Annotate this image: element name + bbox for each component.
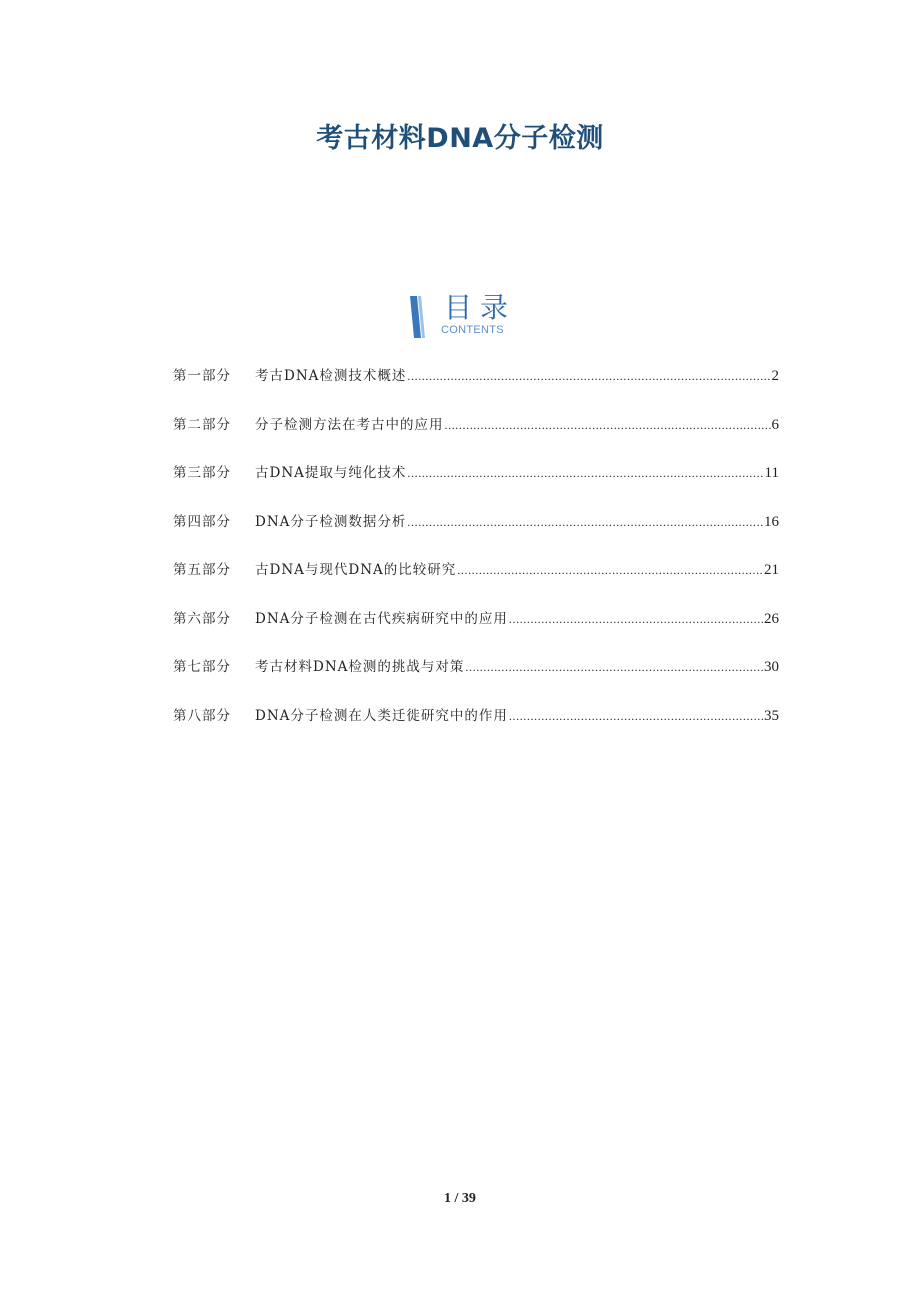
document-title: 考古材料DNA分子检测 bbox=[316, 123, 604, 154]
toc-heading-title: 目录 bbox=[444, 291, 517, 324]
toc-entry-title: 考古DNA检测技术概述 bbox=[255, 368, 407, 384]
toc-leader bbox=[407, 511, 763, 533]
toc-heading bbox=[408, 292, 538, 340]
toc-entry[interactable] bbox=[173, 511, 779, 560]
toc-leader bbox=[407, 462, 763, 484]
table-of-contents bbox=[173, 365, 779, 753]
toc-entry-page: 26 bbox=[764, 610, 779, 627]
toc-entry-page: 30 bbox=[764, 659, 779, 675]
toc-entry-part: 第五部分 bbox=[173, 562, 231, 578]
toc-leader bbox=[509, 705, 763, 727]
toc-entry[interactable] bbox=[173, 414, 779, 463]
toc-heading-subtitle: CONTENTS bbox=[441, 324, 504, 336]
toc-leader bbox=[509, 608, 763, 630]
toc-leader bbox=[407, 365, 770, 387]
toc-entry-title: 考古材料DNA检测的挑战与对策 bbox=[255, 659, 465, 675]
toc-entry-page: 6 bbox=[771, 416, 779, 433]
toc-entry-page: 35 bbox=[764, 707, 779, 724]
toc-entry-title: DNA分子检测在人类迁徙研究中的作用 bbox=[255, 707, 508, 724]
toc-entry[interactable] bbox=[173, 462, 779, 511]
toc-entry-page: 2 bbox=[771, 368, 779, 384]
toc-entry-title: 古DNA提取与纯化技术 bbox=[255, 465, 407, 481]
toc-entry-part: 第一部分 bbox=[173, 368, 231, 384]
toc-entry[interactable] bbox=[173, 705, 779, 754]
toc-entry-part: 第三部分 bbox=[173, 465, 231, 481]
toc-entry-part: 第七部分 bbox=[173, 659, 231, 675]
toc-entry-page: 16 bbox=[764, 513, 779, 530]
toc-entry-title: DNA分子检测数据分析 bbox=[255, 513, 407, 530]
toc-entry-title: 古DNA与现代DNA的比较研究 bbox=[255, 562, 457, 578]
toc-entry[interactable] bbox=[173, 559, 779, 608]
book-spine-icon bbox=[408, 296, 432, 338]
toc-entry[interactable] bbox=[173, 365, 779, 414]
toc-entry[interactable] bbox=[173, 656, 779, 705]
toc-entry-part: 第二部分 bbox=[173, 416, 231, 433]
toc-leader bbox=[465, 656, 763, 678]
toc-entry-page: 21 bbox=[764, 562, 779, 578]
toc-leader bbox=[445, 414, 771, 436]
toc-entry-part: 第四部分 bbox=[173, 513, 231, 530]
toc-entry-title: 分子检测方法在考古中的应用 bbox=[255, 416, 444, 433]
toc-entry-part: 第六部分 bbox=[173, 610, 231, 627]
toc-entry-title: DNA分子检测在古代疾病研究中的应用 bbox=[255, 610, 508, 627]
page-number: 1 / 39 bbox=[444, 1191, 476, 1206]
toc-leader bbox=[457, 559, 763, 581]
toc-entry[interactable] bbox=[173, 608, 779, 657]
toc-entry-page: 11 bbox=[764, 465, 779, 481]
toc-entry-part: 第八部分 bbox=[173, 707, 231, 724]
